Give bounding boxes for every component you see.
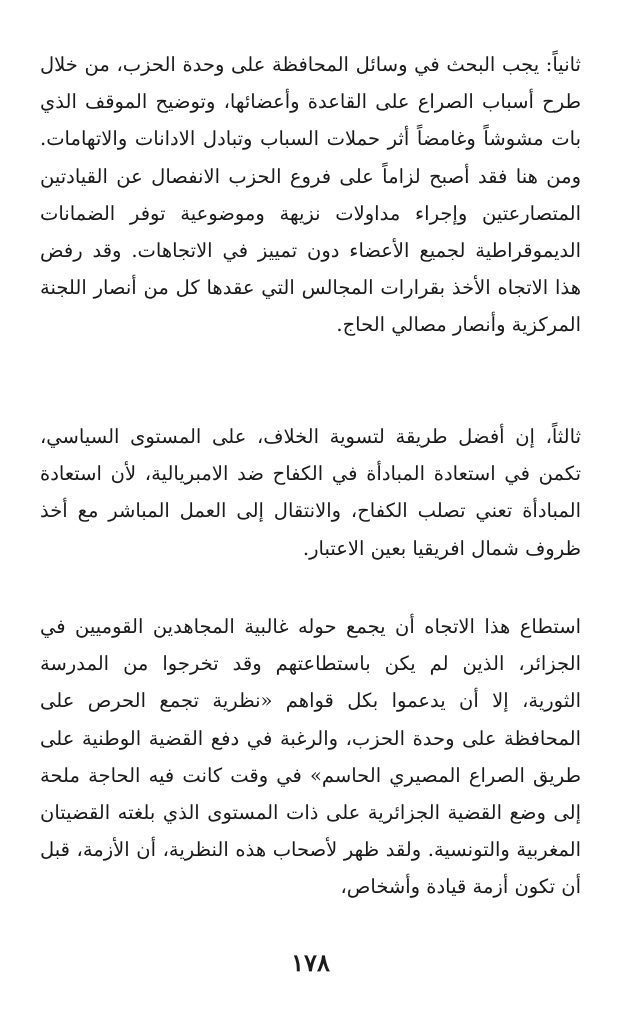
paragraph-1 (40, 46, 581, 344)
page-number: ١٧٨ (291, 948, 330, 977)
paragraph-2 (40, 418, 581, 567)
paragraph-2-text: ثالثاً، إن أفضل طريقة لتسوية الخلاف، على المستوى السياسي، تكمن في استعادة المبادأة في الكفاح ضد الامبريالية، لأن استعادة المبادأة تعني تصلب الكفاح، والانتقال إلى العمل المباشر مع أخذ ظروف شمال افريقيا بعين الاعتبار. (40, 425, 581, 560)
paragraph-1-text: ثانياً: يجب البحث في وسائل المحافظة على وحدة الحزب، من خلال طرح أسباب الصراع على القاعدة وأعضائها، وتوضيح الموقف الذي بات مشوشاً وغامضاً أثر حملات السباب وتبادل الادانات والاتهامات. ومن هنا فقد أصبح لزاماً على فروع الحزب الانفصال عن القيادتين المتصارعتين وإجراء مداولات نزيهة وموضوعية توفر الضمانات الديموقراطية لجميع الأعضاء دون تمييز في الاتجاهات. وقد رفض هذا الاتجاه الأخذ بقرارات المجالس التي عقدها كل من أنصار اللجنة المركزية وأنصار مصالي الحاج. (40, 53, 581, 337)
paragraph-3-text: استطاع هذا الاتجاه أن يجمع حوله غالبية المجاهدين القوميين في الجزائر، الذين لم يكن باستطاعتهم وقد تخرجوا من المدرسة الثورية، إلا أن يدعموا بكل قواهم «نظرية تجمع الحرص على المحافظة على وحدة الحزب، والرغبة في دفع القضية الوطنية على طريق الصراع المصيري الحاسم» في وقت كانت فيه الحاجة ملحة إلى وضع القضية الجزائرية على ذات المستوى الذي بلغته القضيتان المغربية والتونسية. ولقد ظهر لأصحاب هذه النظرية، أن الأزمة، قبل أن تكون أزمة قيادة وأشخاص، (40, 615, 581, 899)
paragraph-3 (40, 608, 581, 906)
